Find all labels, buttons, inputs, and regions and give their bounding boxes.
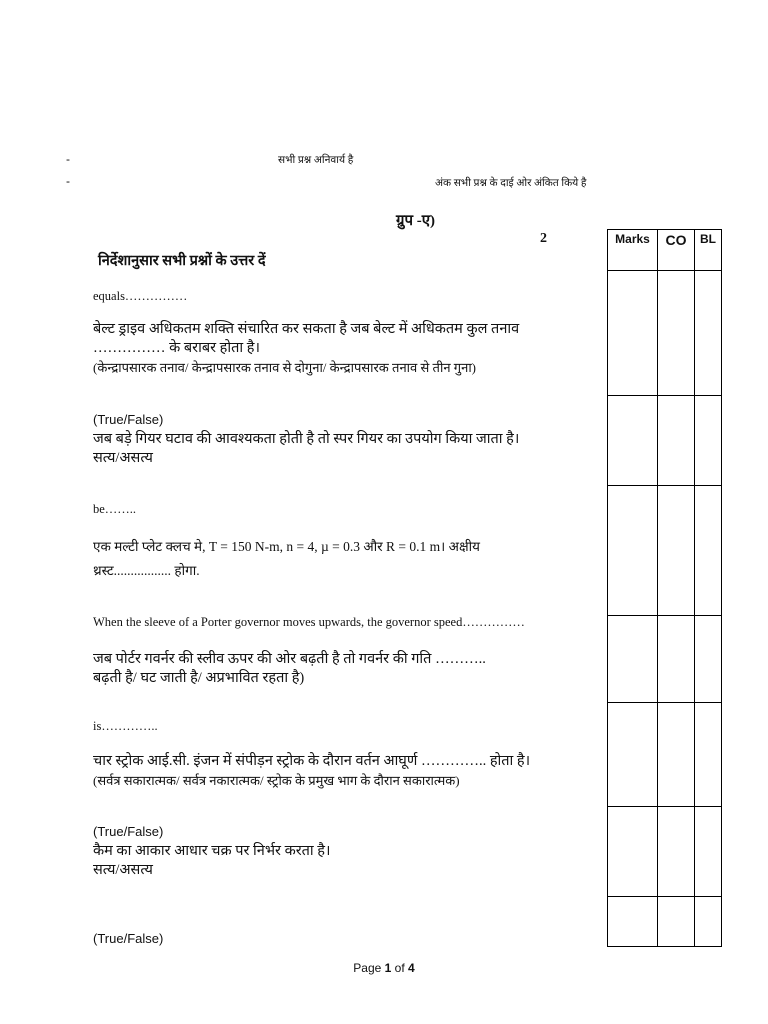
question-1-english: equals…………… (93, 289, 188, 303)
question-3-hindi: एक मल्टी प्लेट क्लच मे, T = 150 N-m, n = 4, µ = 0.3 और R = 0.1 m। अक्षीय थ्रस्ट................. होगा. (93, 539, 480, 578)
question-4-english: When the sleeve of a Porter governor moves upwards, the governor speed…………… (93, 615, 525, 629)
table-row (608, 703, 722, 807)
footer-prefix: Page (353, 961, 385, 975)
footer-middle: of (391, 961, 409, 975)
table-row (608, 396, 722, 486)
question-5-hindi: चार स्ट्रोक आई.सी. इंजन में संपीड़न स्ट्रोक के दौरान वर्तन आघूर्ण ………….. होता है। (सर्वत्र सकारात्मक/ सर्वत्र नकारात्मक/ स्ट्रोक के प्रमुख भाग के दौरान सकारात्मक) (93, 753, 531, 788)
table-header-co: CO (658, 230, 695, 271)
table-row (608, 897, 722, 947)
table-row (608, 271, 722, 396)
table-header-bl: BL (695, 230, 722, 271)
question-7-english: (True/False) (93, 931, 164, 946)
question-2-hindi: जब बड़े गियर घटाव की आवश्यकता होती है तो स्पर गियर का उपयोग किया जाता है। सत्य/असत्य (93, 431, 520, 466)
instruction-marks-indicated: अंक सभी प्रश्न के दाई ओर अंकित किये है (435, 178, 587, 189)
marks-table (607, 229, 722, 947)
question-4-hindi: जब पोर्टर गवर्नर की स्लीव ऊपर की ओर बढ़ती है तो गवर्नर की गति ……….. बढ़ती है/ घट जाती है/ अप्रभावित रहता है) (93, 651, 486, 686)
question-6-hindi: कैम का आकार आधार चक्र पर निर्भर करता है। सत्य/असत्य (93, 843, 331, 878)
table-header-marks: Marks (608, 230, 658, 271)
footer-total-pages: 4 (408, 961, 415, 975)
dash-marker-2: - (66, 174, 70, 188)
table-row (608, 616, 722, 703)
question-3-english: be…….. (93, 502, 137, 516)
question-5-english: is………….. (93, 719, 158, 733)
footer-current-page: 1 (384, 961, 392, 975)
group-title: ग्रुप -ए) (396, 213, 436, 229)
question-6-english: (True/False) (93, 824, 164, 839)
page-footer (0, 961, 768, 975)
question-1-hindi: बेल्ट ड्राइव अधिकतम शक्ति संचारित कर सकता है जब बेल्ट में अधिकतम कुल तनाव …………… के बराबर होता है। (केन्द्रापसारक तनाव/ केन्द्रापसारक तनाव से दोगुना/ केन्द्रापसारक तनाव से तीन गुना) (93, 321, 520, 375)
marks-value: 2 (540, 231, 547, 246)
table-row (608, 486, 722, 616)
instruction-all-compulsory: सभी प्रश्न अनिवार्य है (278, 155, 354, 166)
table-row (608, 807, 722, 897)
section-instruction: निर्देशानुसार सभी प्रश्नों के उत्तर दें (98, 253, 266, 269)
dash-marker-1: - (66, 152, 70, 166)
question-2-english: (True/False) (93, 412, 164, 427)
